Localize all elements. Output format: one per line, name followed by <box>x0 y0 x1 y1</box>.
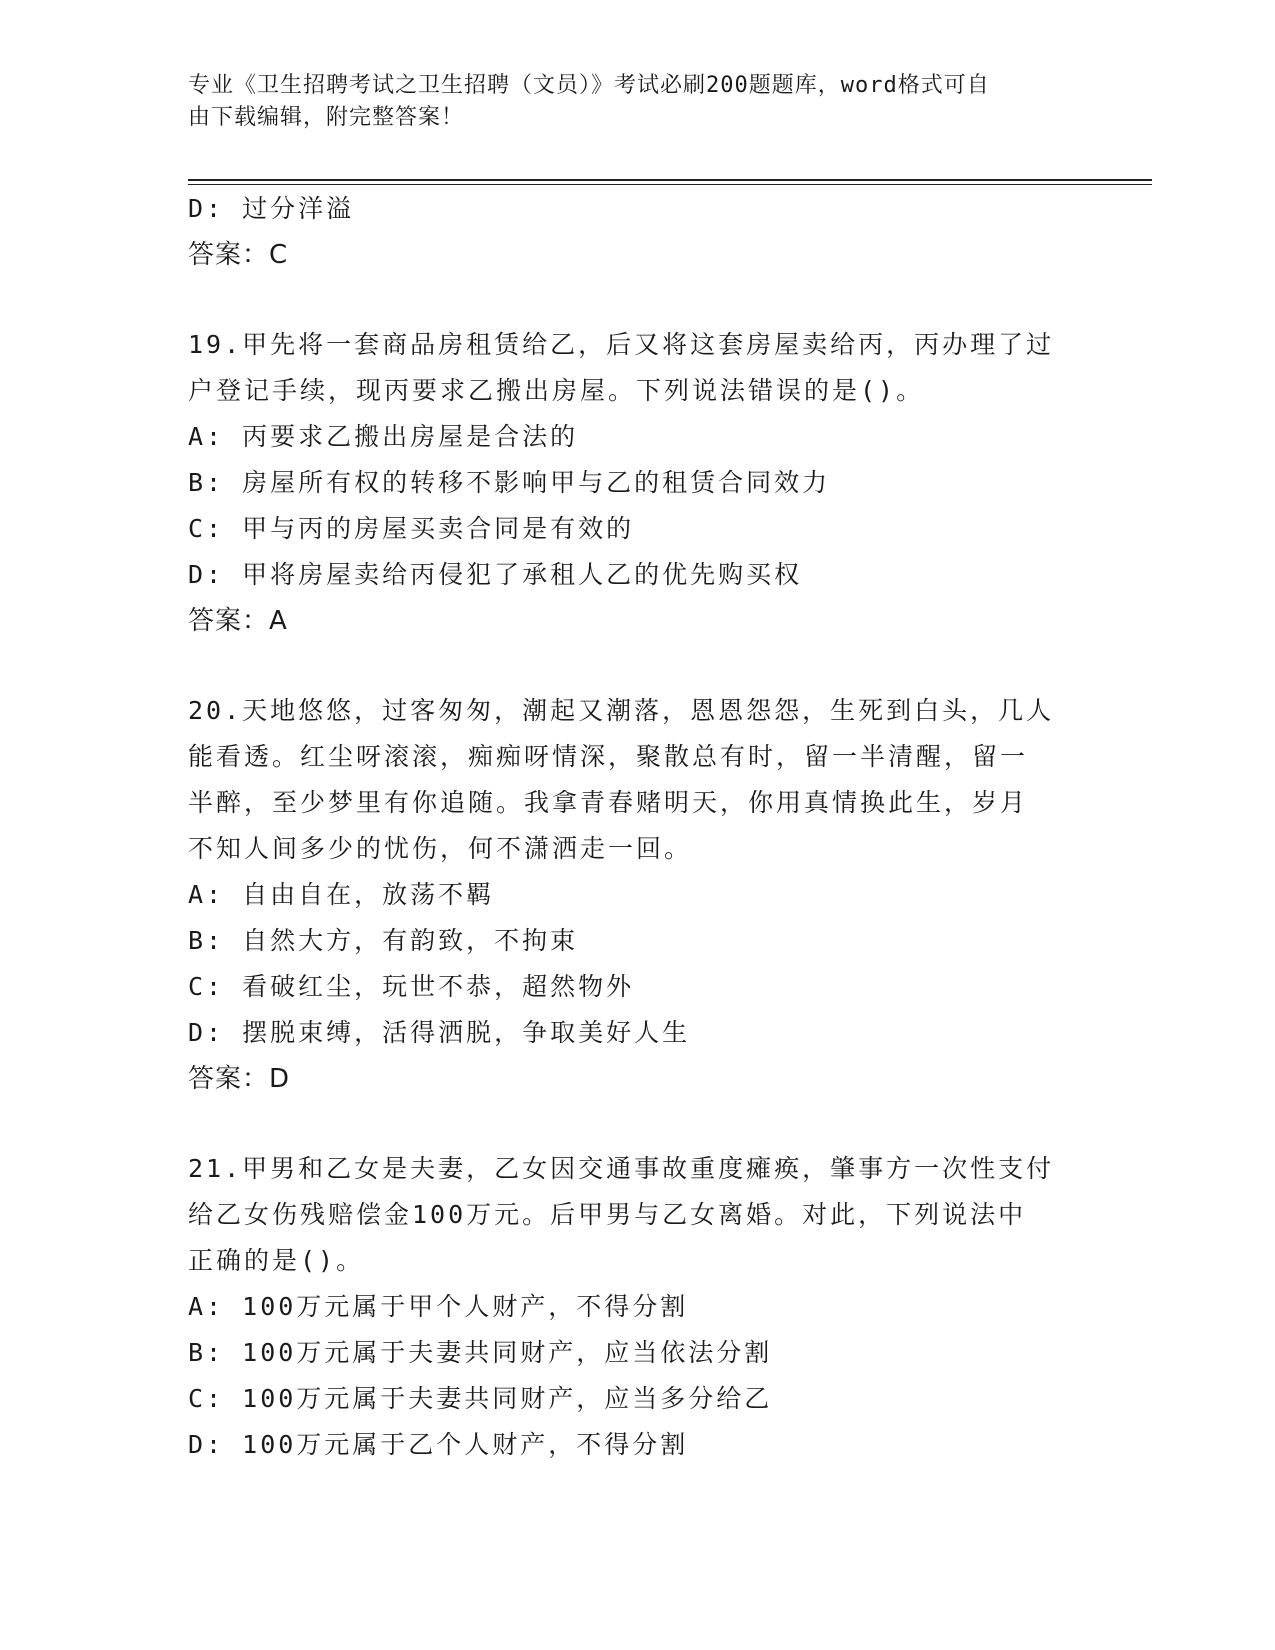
question-18-tail <box>188 186 1088 278</box>
question-20 <box>188 688 1088 1102</box>
option-d: D: 过分洋溢 <box>188 194 355 223</box>
document-header <box>188 70 1068 134</box>
option-c: C: 甲与丙的房屋买卖合同是有效的 <box>188 514 635 543</box>
option-d: D: 甲将房屋卖给丙侵犯了承租人乙的优先购买权 <box>188 560 803 589</box>
answer-line: 答案：C <box>188 240 289 270</box>
answer-line: 答案：A <box>188 606 288 636</box>
option-b: B: 100万元属于夫妻共同财产，应当依法分割 <box>188 1338 773 1367</box>
header-line-2: 由下载编辑，附完整答案！ <box>188 105 465 130</box>
option-a: A: 100万元属于甲个人财产，不得分割 <box>188 1292 689 1321</box>
option-d: D: 摆脱束缚，活得洒脱，争取美好人生 <box>188 1018 691 1047</box>
question-stem-line: 正确的是()。 <box>188 1246 365 1275</box>
spacer <box>188 278 1088 322</box>
question-stem-line: 21.甲男和乙女是夫妻，乙女因交通事故重度瘫痪，肇事方一次性支付 <box>188 1154 1055 1183</box>
option-c: C: 看破红尘，玩世不恭，超然物外 <box>188 972 635 1001</box>
header-rule-thick <box>188 179 1152 181</box>
question-stem-line: 户登记手续，现丙要求乙搬出房屋。下列说法错误的是()。 <box>188 376 925 405</box>
question-stem-line: 19.甲先将一套商品房租赁给乙，后又将这套房屋卖给丙，丙办理了过 <box>188 330 1055 359</box>
answer-line: 答案：D <box>188 1064 291 1094</box>
question-21 <box>188 1146 1088 1468</box>
question-19 <box>188 322 1088 644</box>
question-stem-line: 20.天地悠悠，过客匆匆，潮起又潮落，恩恩怨怨，生死到白头，几人 <box>188 696 1055 725</box>
question-stem-line: 能看透。红尘呀滚滚，痴痴呀情深，聚散总有时，留一半清醒，留一 <box>188 742 1029 771</box>
option-b: B: 房屋所有权的转移不影响甲与乙的租赁合同效力 <box>188 468 831 497</box>
option-a: A: 丙要求乙搬出房屋是合法的 <box>188 422 579 451</box>
question-stem-line: 给乙女伤残赔偿金100万元。后甲男与乙女离婚。对此，下列说法中 <box>188 1200 1027 1229</box>
header-line-1: 专业《卫生招聘考试之卫生招聘（文员）》考试必刷200题题库，word格式可自 <box>188 73 990 98</box>
question-stem-line: 不知人间多少的忧伤，何不潇洒走一回。 <box>188 834 693 863</box>
option-d: D: 100万元属于乙个人财产，不得分割 <box>188 1430 689 1459</box>
header-rule-thin <box>188 184 1152 185</box>
document-content <box>188 186 1088 1468</box>
option-b: B: 自然大方，有韵致，不拘束 <box>188 926 579 955</box>
option-c: C: 100万元属于夫妻共同财产，应当多分给乙 <box>188 1384 773 1413</box>
question-stem-line: 半醉，至少梦里有你追随。我拿青春赌明天，你用真情换此生，岁月 <box>188 788 1029 817</box>
spacer <box>188 644 1088 688</box>
option-a: A: 自由自在，放荡不羁 <box>188 880 495 909</box>
spacer <box>188 1102 1088 1146</box>
